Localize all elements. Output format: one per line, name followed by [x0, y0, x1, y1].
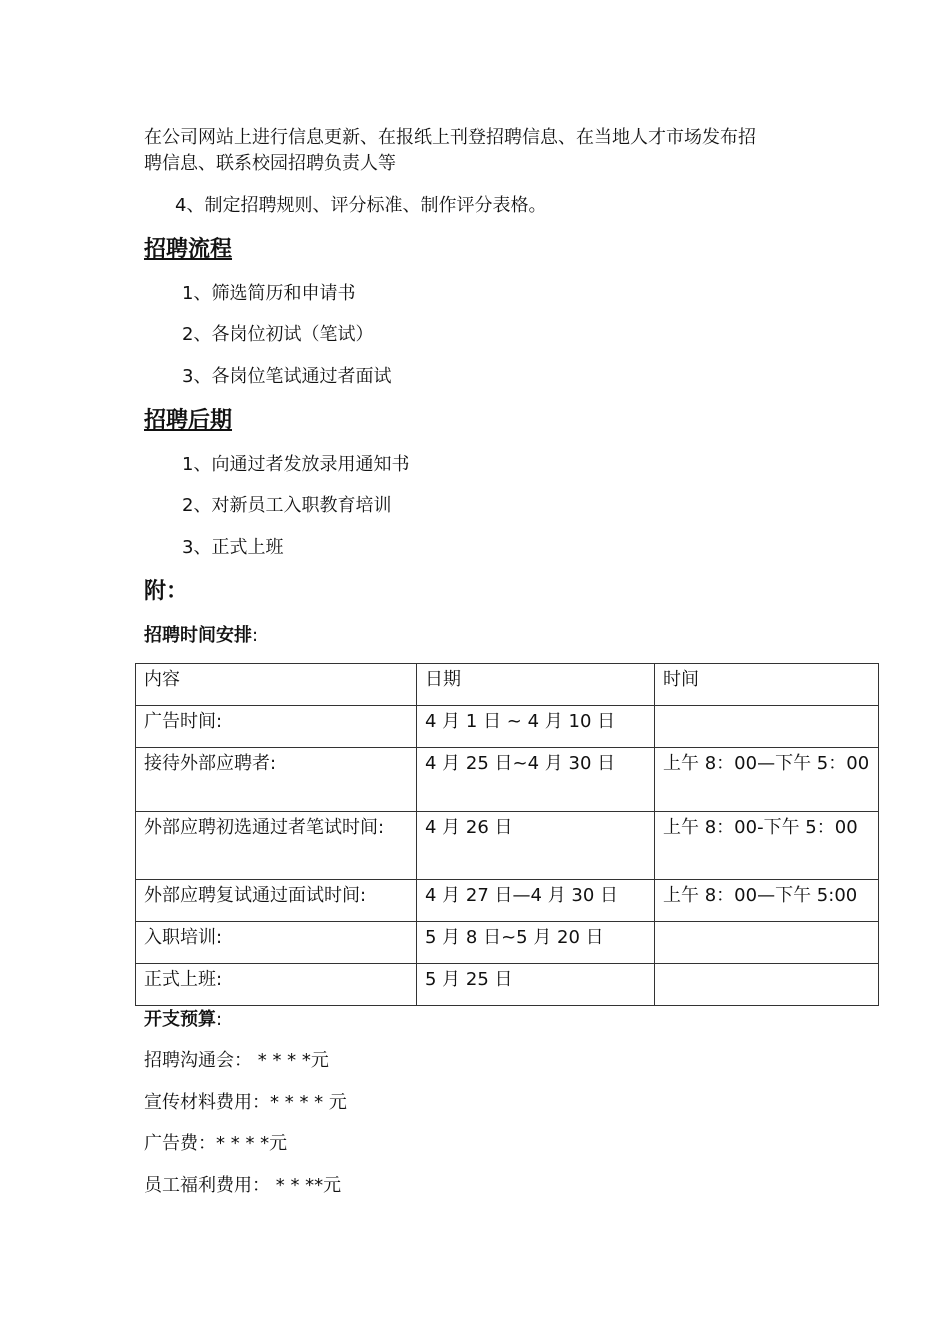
budget-label-colon: :: [216, 1009, 223, 1030]
table-header-cell: 内容: [136, 664, 417, 706]
table-cell: 入职培训:: [136, 922, 417, 964]
budget-item: 员工福利费用： * * **元: [144, 1175, 342, 1196]
table-cell: 外部应聘初选通过者笔试时间:: [136, 812, 417, 880]
schedule-table: [135, 663, 879, 1006]
budget-item: 宣传材料费用：* * * * 元: [144, 1092, 347, 1113]
budget-label: [144, 1008, 222, 1032]
table-cell: 上午 8：00—下午 5：00: [655, 748, 879, 812]
intro-line-1: 在公司网站上进行信息更新、在报纸上刊登招聘信息、在当地人才市场发布招: [144, 127, 756, 148]
table-cell: 上午 8：00—下午 5:00: [655, 880, 879, 922]
table-row: [136, 922, 879, 964]
process-item: 2、各岗位初试（笔试）: [182, 324, 374, 345]
schedule-label-text: 招聘时间安排: [144, 625, 252, 646]
process-item: 1、筛选简历和申请书: [182, 283, 356, 304]
table-header-cell: 日期: [417, 664, 655, 706]
table-row: [136, 748, 879, 812]
table-header-row: [136, 664, 879, 706]
table-cell: 正式上班:: [136, 964, 417, 1006]
table-cell: 4 月 1 日 ~ 4 月 10 日: [417, 706, 655, 748]
table-header-cell: 时间: [655, 664, 879, 706]
schedule-label-colon: :: [252, 625, 259, 646]
budget-item: 招聘沟通会： * * * *元: [144, 1050, 329, 1071]
later-item: 2、对新员工入职教育培训: [182, 495, 392, 516]
table-cell: 5 月 8 日~5 月 20 日: [417, 922, 655, 964]
later-item: 1、向通过者发放录用通知书: [182, 454, 410, 475]
appendix-heading: 附：: [144, 579, 189, 604]
table-cell: 上午 8：00-下午 5：00: [655, 812, 879, 880]
table-cell: 接待外部应聘者:: [136, 748, 417, 812]
table-row: [136, 964, 879, 1006]
table-cell: 4 月 27 日—4 月 30 日: [417, 880, 655, 922]
budget-label-text: 开支预算: [144, 1009, 216, 1030]
process-heading: 招聘流程: [144, 237, 233, 262]
table-row: [136, 812, 879, 880]
later-heading: 招聘后期: [144, 408, 233, 433]
table-cell: [655, 706, 879, 748]
table-cell: [655, 922, 879, 964]
table-cell: 广告时间:: [136, 706, 417, 748]
table-row: [136, 880, 879, 922]
table-cell: [655, 964, 879, 1006]
intro-line-2: 聘信息、联系校园招聘负责人等: [144, 153, 396, 174]
process-item: 3、各岗位笔试通过者面试: [182, 366, 392, 387]
table-cell: 4 月 26 日: [417, 812, 655, 880]
budget-item: 广告费：* * * *元: [144, 1133, 288, 1154]
table-row: [136, 706, 879, 748]
table-cell: 5 月 25 日: [417, 964, 655, 1006]
later-item: 3、正式上班: [182, 537, 284, 558]
table-cell: 外部应聘复试通过面试时间:: [136, 880, 417, 922]
intro-item-4: 4、制定招聘规则、评分标准、制作评分表格。: [175, 195, 547, 216]
table-cell: 4 月 25 日~4 月 30 日: [417, 748, 655, 812]
schedule-label: [144, 624, 258, 648]
